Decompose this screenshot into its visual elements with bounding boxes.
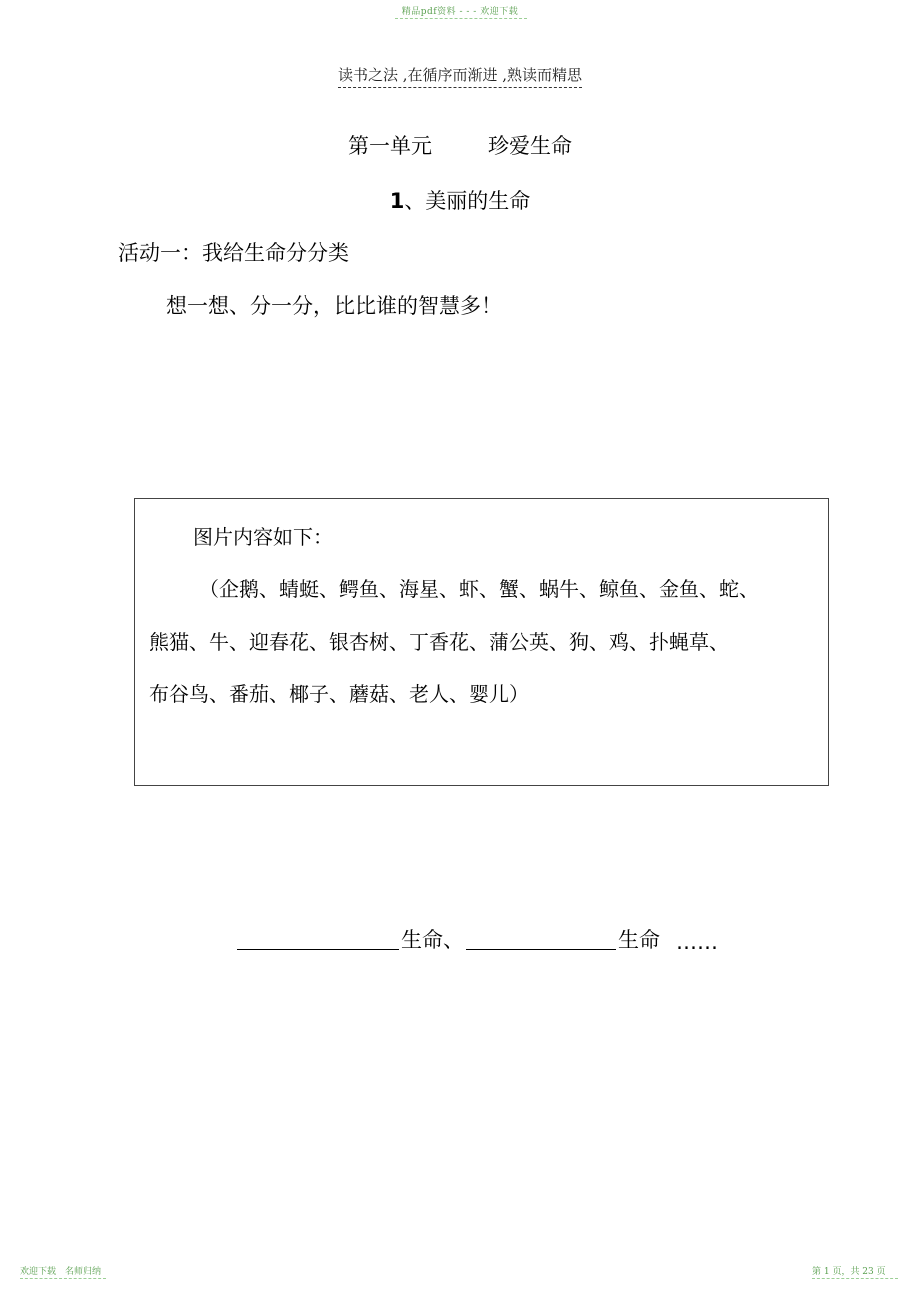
lesson-number: 1 [389,189,405,213]
blank-field[interactable] [466,927,616,950]
footer-left: 欢迎下载 名师归纳 [20,1267,102,1277]
lesson-title [0,185,920,215]
blank-field[interactable] [237,927,399,950]
box-title: 图片内容如下： [193,525,333,549]
activity-heading: 活动一：我给生命分分类 [118,241,349,265]
box-line: 布谷鸟、番茄、椰子、蘑菇、老人、婴儿） [149,682,529,706]
fill-in-line [237,924,718,954]
unit-title [0,130,920,160]
activity-prompt: 想一想、分一分，比比谁的智慧多！ [166,294,502,318]
unit-number: 第一单元 [348,134,432,158]
box-line: （企鹅、蜻蜓、鳄鱼、海星、虾、蟹、蜗牛、鲸鱼、金鱼、蛇、 [199,577,759,601]
lesson-name: 、美丽的生命 [404,189,531,213]
motto [0,64,920,85]
footer-right-divider [812,1278,898,1279]
top-banner: 精品pdf资料 - - - 欢迎下载 [401,7,519,17]
blank-label: 生命、 [401,928,464,952]
footer-left-divider [20,1278,106,1279]
box-line: 熊猫、牛、迎春花、银杏树、丁香花、蒲公英、狗、鸡、扑蝇草、 [149,630,729,654]
motto-text: 读书之法 ,在循序而渐进 ,熟读而精思 [338,66,582,88]
top-banner-divider [395,18,527,19]
unit-name: 珍爱生命 [488,134,572,158]
page-number: 第 1 页，共 23 页 [812,1267,886,1277]
blank-label: 生命 [618,928,660,952]
ellipsis: …… [676,930,718,954]
